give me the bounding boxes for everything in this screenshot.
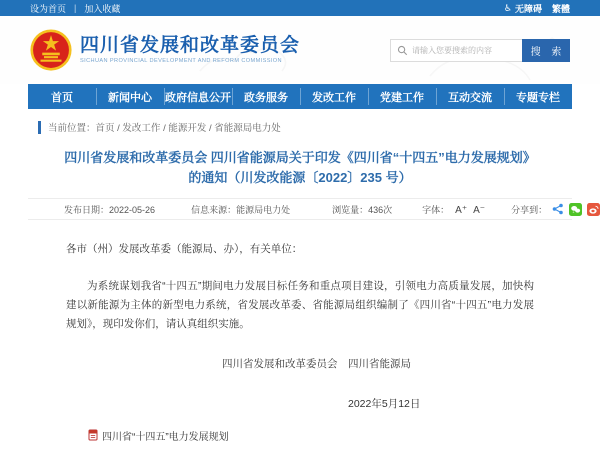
article-body xyxy=(28,240,572,334)
main-paragraph: 为系统谋划我省“十四五”期间电力发展目标任务和重点项目建设，引领电力高质量发展，加快构建以新能源为主体的新型电力系统，省发展改革委、省能源局组织编制了《四川省“十四五”电力发展规划》，现印发你们，请认真组织实施。 xyxy=(66,280,534,330)
font-increase-button[interactable]: A⁺ xyxy=(455,204,468,216)
attachment-file-icon xyxy=(88,429,99,441)
nav-item-gov-info[interactable]: 政府信息公开 xyxy=(164,84,232,109)
signature-date: 2022年5月12日 xyxy=(348,397,421,410)
search-icon xyxy=(397,45,408,56)
traditional-chinese-link[interactable]: 繁體 xyxy=(551,3,570,14)
info-source: 信息来源：能源局电力处 xyxy=(191,204,291,215)
article-container xyxy=(28,109,572,463)
share-nodes-icon[interactable] xyxy=(552,203,564,215)
nav-item-interaction[interactable]: 互动交流 xyxy=(436,84,504,109)
site-title: 四川省发展和改革委员会 xyxy=(80,34,301,56)
signature-row xyxy=(28,356,572,372)
nav-item-special-topics[interactable]: 专题专栏 xyxy=(504,84,572,109)
signature-org-1: 四川省发展和改革委员会 xyxy=(222,357,338,370)
breadcrumb-label: 当前位置： xyxy=(48,123,96,134)
add-favorite-link[interactable]: 加入收藏 xyxy=(84,3,121,14)
search-button[interactable]: 搜 索 xyxy=(522,39,570,62)
nav-item-ndrc-work[interactable]: 发改工作 xyxy=(300,84,368,109)
site-header xyxy=(0,16,600,84)
search-bar xyxy=(390,39,570,62)
national-emblem-logo xyxy=(30,29,72,71)
nav-item-home[interactable]: 首页 xyxy=(51,91,73,104)
font-size-controls: 字体： A⁺ A⁻ xyxy=(422,204,486,216)
article-title: 四川省发展和改革委员会 四川省能源局关于印发《四川省“十四五”电力发展规划》的通知（川发改能源〔2022〕235 号） xyxy=(64,150,536,186)
top-utility-bar xyxy=(0,0,600,16)
publish-date: 发布日期：2022-05-26 xyxy=(64,204,156,215)
attachment-row xyxy=(28,428,572,463)
topbar-divider: | xyxy=(74,3,77,13)
font-decrease-button[interactable]: A⁻ xyxy=(473,204,486,216)
signature-org-2: 四川省能源局 xyxy=(348,357,411,370)
set-home-link[interactable]: 设为首页 xyxy=(30,3,67,14)
share-label: 分享到： xyxy=(511,204,548,215)
breadcrumb-path[interactable]: 首页 / 发改工作 / 能源开发 / 省能源局电力处 xyxy=(95,123,281,134)
accessibility-link[interactable] xyxy=(504,2,542,15)
main-nav xyxy=(28,84,572,109)
salutation-paragraph: 各市（州）发展改革委（能源局、办），有关单位： xyxy=(66,243,303,256)
site-title-english: SICHUAN PROVINCIAL DEVELOPMENT AND REFORM COMMISSION xyxy=(80,58,283,65)
breadcrumb xyxy=(28,109,572,134)
search-input[interactable] xyxy=(412,46,516,55)
article-meta-bar xyxy=(28,198,572,220)
accessibility-label: 无障碍 xyxy=(514,3,542,14)
accessibility-icon: ♿ xyxy=(503,2,512,13)
attachment-link[interactable]: 四川省“十四五”电力发展规划 xyxy=(102,431,229,443)
nav-item-party-building[interactable]: 党建工作 xyxy=(368,84,436,109)
weibo-share-icon[interactable] xyxy=(587,203,600,216)
wechat-share-icon[interactable] xyxy=(569,203,582,216)
nav-item-services[interactable]: 政务服务 xyxy=(232,84,300,109)
nav-item-news[interactable]: 新闻中心 xyxy=(96,84,164,109)
breadcrumb-accent-bar xyxy=(38,121,41,134)
view-count: 浏览量：436次 xyxy=(332,204,393,215)
signature-date-row xyxy=(28,396,572,412)
